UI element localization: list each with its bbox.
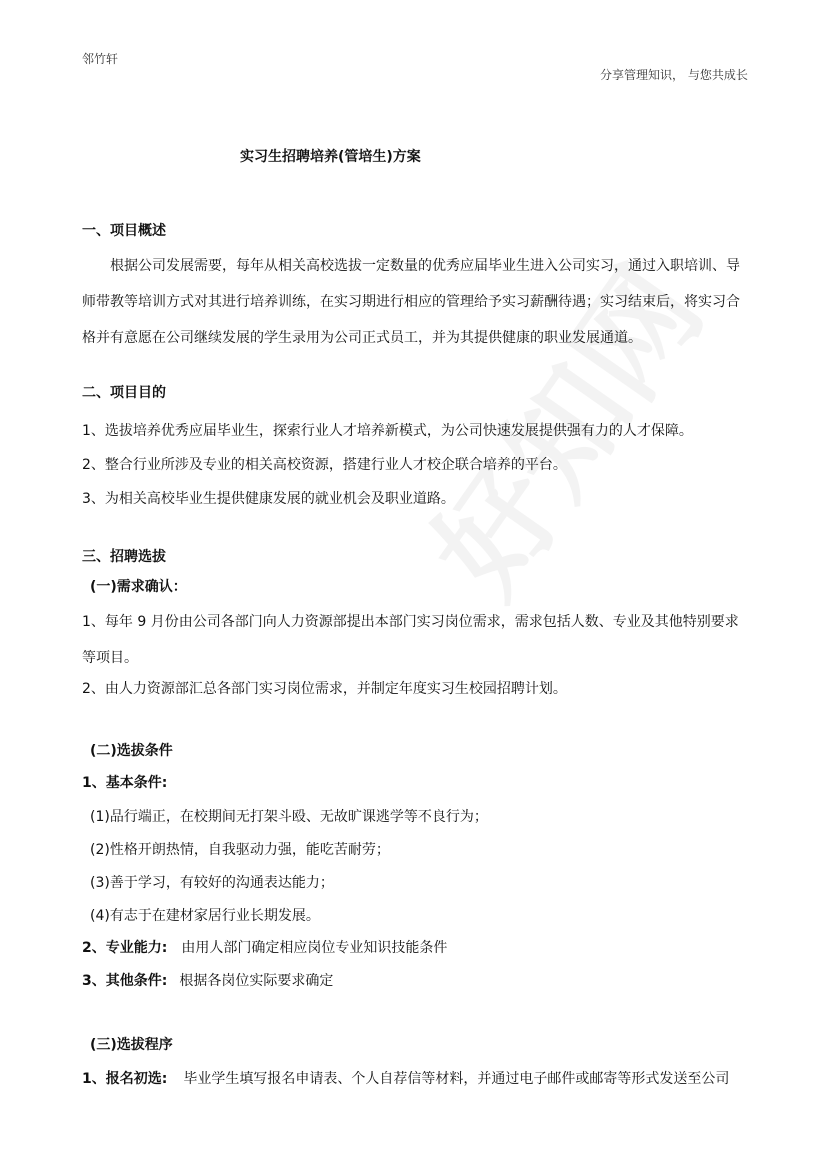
section-2-item-2: 2、整合行业所涉及专业的相关高校资源，搭建行业人才校企联合培养的平台。 — [82, 457, 567, 473]
section-1-heading: 一、项目概述 — [82, 223, 166, 239]
document-title: 实习生招聘培养(管培生)方案 — [240, 149, 421, 165]
header-left: 邻竹轩 — [82, 52, 119, 66]
other-condition-text: 根据各岗位实际要求确定 — [179, 973, 334, 989]
basic-condition-item: (1)品行端正，在校期间无打架斗殴、无故旷课逃学等不良行为； — [90, 809, 488, 825]
section-2-item-3: 3、为相关高校毕业生提供健康发展的就业机会及职业道路。 — [82, 491, 455, 507]
skill-condition-text: 由用人部门确定相应岗位专业知识技能条件 — [181, 940, 448, 956]
basic-conditions-heading: 1、基本条件: — [82, 775, 168, 791]
subsection-1-heading: (一)需求确认： — [90, 579, 187, 595]
basic-condition-item: (4)有志于在建材家居行业长期发展。 — [90, 908, 320, 924]
basic-condition-item: (3)善于学习，有较好的沟通表达能力； — [90, 875, 334, 891]
skill-condition-label: 2、专业能力: — [82, 940, 168, 956]
selection-step-1-row — [82, 1068, 729, 1088]
subsection-1-item-2: 2、由人力资源部汇总各部门实习岗位需求，并制定年度实习生校园招聘计划。 — [82, 681, 567, 697]
section-1-paragraph: 根据公司发展需要，每年从相关高校选拔一定数量的优秀应届毕业生进入公司实习，通过入职培训、导师带教等培训方式对其进行培养训练，在实习期进行相应的管理给予实习薪酬待遇；实习结束后，将实习合格并有意愿在公司继续发展的学生录用为公司正式员工，并为其提供健康的职业发展通道。 — [82, 258, 740, 346]
other-condition-row — [82, 970, 333, 990]
other-condition-label: 3、其他条件: — [82, 973, 168, 989]
subsection-1-item-1: 1、每年 9 月份由公司各部门向人力资源部提出本部门实习岗位需求，需求包括人数、专业及其他特别要求等项目。 — [82, 614, 739, 666]
selection-step-1-text: 毕业学生填写报名申请表、个人自荐信等材料，并通过电子邮件或邮寄等形式发送至公司 — [183, 1071, 730, 1087]
section-3-heading: 三、招聘选拔 — [82, 549, 166, 565]
subsection-3-heading: (三)选拔程序 — [90, 1037, 173, 1053]
section-2-heading: 二、项目目的 — [82, 385, 166, 401]
selection-step-1-label: 1、报名初选: — [82, 1071, 168, 1087]
skill-condition-row — [82, 937, 447, 957]
subsection-2-heading: (二)选拔条件 — [90, 743, 173, 759]
basic-condition-item: (2)性格开朗热情，自我驱动力强，能吃苦耐劳； — [90, 842, 390, 858]
section-2-item-1: 1、选拔培养优秀应届毕业生，探索行业人才培养新模式，为公司快速发展提供强有力的人才保障。 — [82, 423, 693, 439]
header-right: 分享管理知识， 与您共成长 — [600, 68, 748, 82]
